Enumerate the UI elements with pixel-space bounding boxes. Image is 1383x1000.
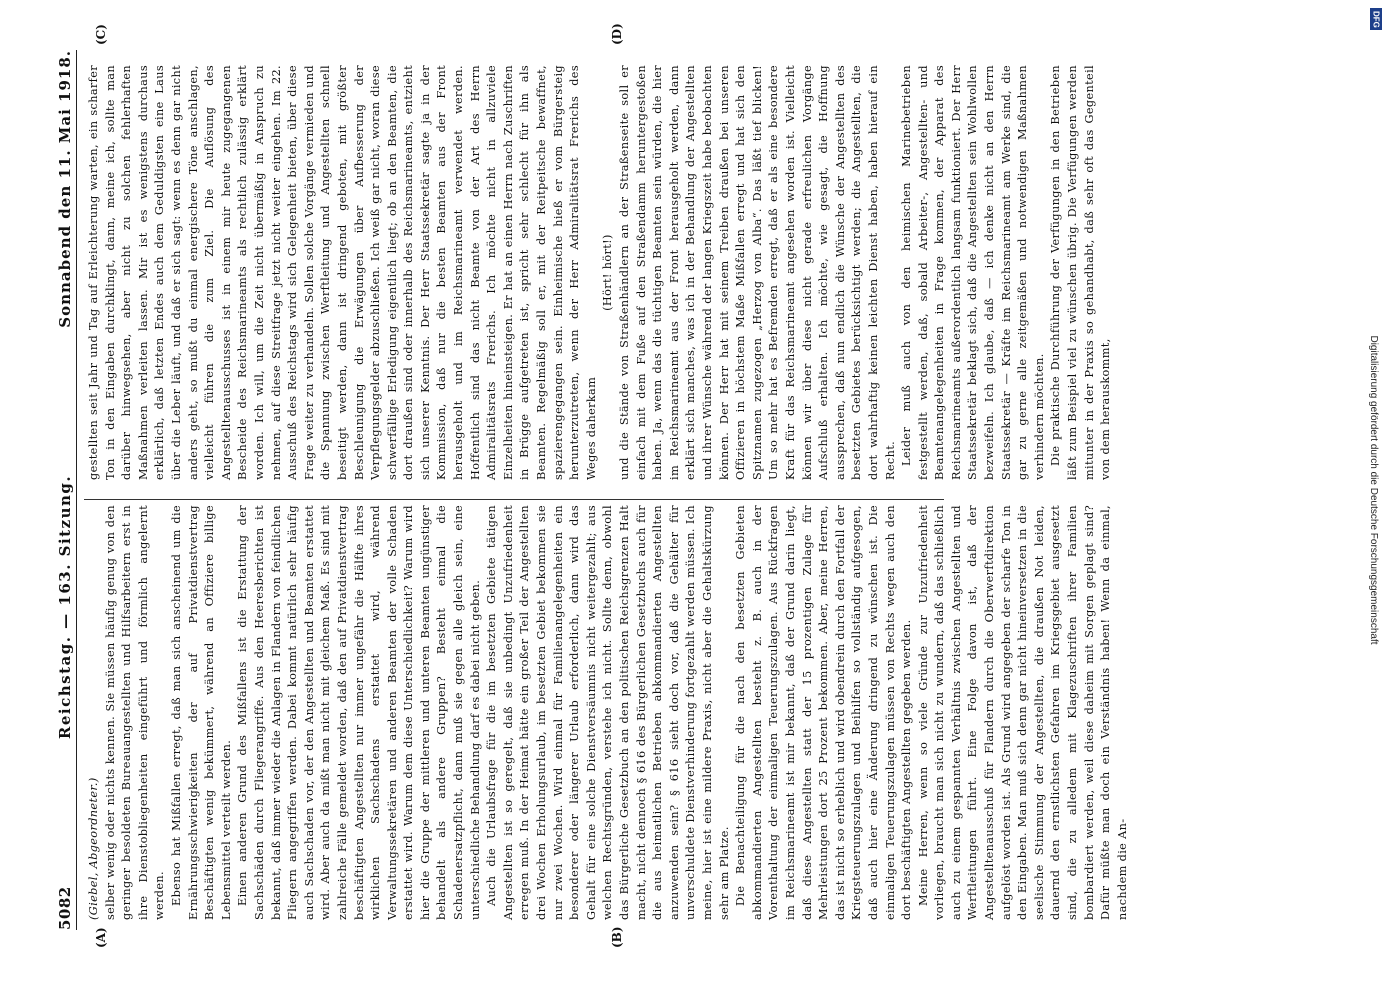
margin-marker-a: (A) [94,927,108,948]
left-column [86,505,1131,920]
credit-text: Digitalisierung gefördert durch die Deutsche Forschungsgemeinschaft [1368,335,1379,645]
paragraph: Einen anderen Grund des Mißfallens ist die Erstattung der Sachschäden durch Fliegerangriffe. Aus den Heeresberichten ist bekannt, daß immer wieder die Anlagen in Flandern von feindlichen Fliegern angegriffen werden. Dabei kommt natürlich sehr häufig auch Sachschaden vor, der den Angestellten und Beamten erstattet wird. Aber auch da mißt man nicht mit gleichem Maß. Es sind mit zahlreiche Fälle gemeldet worden, daß den auf Privatdienstvertrag beschäftigten Angestellten nur immer ungefähr die Hälfte ihres wirklichen Sachschadens erstattet wird, während Verwaltungssekretären und anderen Beamten der volle Schaden erstattet wird. Warum dem diese Unterschiedlichkeit? Warum wird hier die Gruppe der mittleren und unteren Beamten ungünstiger behandelt als andere Gruppen? Besteht einmal die Schadenersatzpflicht, dann muß sie gegen alle gleich sein, eine unterschiedliche Behandlung darf es dabei nicht geben. [236,505,482,920]
paragraph: Auch die Urlaubsfrage für die im besetzten Gebiete tätigen Angestellten ist so geregelt, daß sie unbedingt Unzufriedenheit erregen muß. In der Heimat hätte ein großer Teil der Angestellten drei Wochen Erholungsurlaub, im besetzten Gebiet bekommen sie nur zwei Wochen. Wird einmal für Familienangelegenheiten ein besonderer oder längerer Urlaub erforderlich, dann wird das Gehalt für eine solche Dienstversäumnis nicht weitergezahlt; aus welchen Rechtsgründen, verstehe ich nicht. Sollte denn, obwohl das Bürgerliche Gesetzbuch an den politischen Reichsgrenzen Halt macht, nicht dennoch § 616 des Bürgerlichen Gesetzbuchs auch für die aus heimatlichen Betrieben abkommandierten Angestellten anzuwenden sein? § 616 sieht doch vor, daß die Gehälter für unverschuldete Dienstverhinderung fortgezahlt werden müssen. Ich meine, hier ist eine mildere Praxis, nicht aber die Gehaltskürzung sehr am Platze. [485,505,731,920]
digitization-credit [1366,30,1380,950]
paragraph: Die Benachteiligung für die nach den besetzten Gebieten abkommandierten Angestellten besteht z. B. auch in der Vorenthaltung der einmaligen Teuerungszulagen. Aus Rückfragen im Reichsmarineamt ist mir bekannt, daß der Grund darin liegt, daß diese Angestellten statt der 15 prozentigen Zulage für Mehrleistungen dort 25 Prozent bekommen. Aber, meine Herren, das ist nicht so erheblich und wird obendrein durch den Fortfall der Kriegsteuerungszulagen und Beihilfen so vollständig aufgesogen, daß auch hier eine Änderung dringend zu wünschen ist. Die einmaligen Teuerungszulagen müssen von Rechts wegen auch den dort beschäftigten Angestellten gegeben werden. [734,505,914,920]
paragraph: selber wenig oder nichts kennen. Sie müssen häufig genug von den geringer besoldeten Bureauangestellten und Hilfsarbeitern erst in ihre Dienstobliegenheiten eingeführt und förmlich angelernt werden. [103,505,167,920]
margin-marker-d: (D) [610,23,624,45]
session-title: Reichstag. — 163. Sitzung. [56,474,74,740]
page-header [50,50,74,930]
paragraph: und die Stände von Straßenhändlern an der Straßenseite soll er einfach mit dem Fuße auf den Straßendamm heruntergestoßen haben. Ja, wenn das die tüchtigen Beamten sein würden, die hier im Reichsmarineamt aus der Front herausgeholt werden, dann erklärt sich manches, was ich in der Behandlung der Angestellten und ihrer Wünsche während der langen Kriegszeit habe beobachten können. Der Herr hat mit seinem Treiben draußen bei unseren Offizieren in höchstem Maße Mißfallen erregt und hat sich den Spitznamen zugezogen „Herzog von Alba“. Das läßt tief blicken! Um so mehr hat es Befremden erregt, daß er als eine besondere Kraft für das Reichsmarineamt angesehen worden ist. Vielleicht können wir über diese nicht gerade erfreulichen Vorgänge Aufschluß erhalten. Ich möchte, wie gesagt, die Hoffnung aussprechen, daß nun endlich die Wünsche der Angestellten des besetzten Gebietes berücksichtigt werden; die Angestellten, die dort wahrhaftig keinen leichten Dienst haben, haben hierauf ein Recht. [618,65,897,480]
margin-marker-b: (B) [610,926,624,948]
column-rule [84,499,944,500]
paragraph: Ebenso hat Mißfallen erregt, daß man sich anscheinend um die Ernährungsschwierigkeiten der auf Privatdienstvertrag Beschäftigten wenig bekümmert, während an Offiziere billige Lebensmittel verteilt werden. [169,505,233,920]
paragraph: Leider muß auch von den heimischen Marinebetrieben festgestellt werden, daß, sobald Arbeiter-, Angestellten- und Beamtenangelegenheiten in Frage kommen, der Apparat des Reichsmarineamts außerordentlich langsam funktioniert. Der Herr Staatssekretär beklagt sich, daß die Angestellten sein Wohlwollen bezweifeln. Ich glaube, daß — ich denke nicht an den Herrn Staatssekretär — Kräfte im Reichsmarineamt am Werke sind, die gar zu gerne alle zeitgemäßen und notwendigen Maßnahmen verhindern möchten. [900,65,1046,480]
margin-marker-c: (C) [94,24,108,45]
paragraph: Meine Herren, wenn so viele Gründe zur Unzufriedenheit vorliegen, braucht man sich nicht zu wundern, daß das schließlich auch zu einem gespannten Verhältnis zwischen Angestellten und Werftleitungen führt. Eine Folge davon ist, daß der Angestelltenausschuß für Flandern durch die Oberwerftdirektion aufgelöst worden ist. Als Grund wird angegeben der scharfe Ton in den Eingaben. Man muß sich denn gar nicht hineinversetzen in die seelische Stimmung der Angestellten, die draußen Not leiden, dauernd den ernstlichsten Gefahren im Kriegsgebiet ausgesetzt sind, die zu alledem mit Klagezuschriften ihrer Familien bombardiert werden, weil diese daheim mit Sorgen geplagt sind? Dafür müßte man doch ein Verständnis haben! Wenn da einmal, nachdem die An- [916,505,1129,920]
dfg-logo: DFG [1370,8,1382,30]
session-date: Sonnabend den 11. Mai 1918. [56,50,74,328]
paragraph: Die praktische Durchführung der Verfügungen in den Betrieben läßt zum Beispiel viel zu wünschen übrig. Die Verfügungen werden mitunter in der Praxis so gehandhabt, daß sehr oft das Gegenteil von dem herauskommt, [1049,65,1113,480]
right-column [86,65,1115,480]
header-rule [76,50,77,930]
speaker-line: (Giebel, Abgeordneter.) [87,777,100,920]
page-number: 5082 [56,886,74,930]
interjection: (Hört! hört!) [601,234,615,311]
paragraph: gestellten seit Jahr und Tag auf Erleichterung warten, ein scharfer Ton in den Eingaben durchklingt, dann, meine ich, sollte man darüber hinwegsehen, aber nicht zu solchen fehlerhaften Maßnahmen verleiten lassen. Mir ist es wenigstens durchaus erklärlich, daß letzten Endes auch dem Geduldigsten eine Laus über die Leber läuft, und daß er sich sagt: wenn es denn gar nicht anders geht, so mußt du einmal energischere Töne anschlagen, vielleicht führen die zum Ziel. Die Auflösung des Angestelltenausschusses ist in einem mir heute zugegangenen Bescheide des Reichsmarineamts als rechtlich zulässig erklärt worden. Ich will, um die Zeit nicht übermäßig in Anspruch zu nehmen, auf diese Streitfrage jetzt nicht weiter eingehen. Im 22. Ausschuß des Reichstags wird sich Gelegenheit bieten, über diese Frage weiter zu verhandeln. Sollen solche Vorgänge vermieden und die Spannung zwischen Werftleitung und Angestellten schnell beseitigt werden, dann ist dringend geboten, mit größter Beschleunigung die Erwägungen über Aufbesserung der Verpflegungsgelder abzuschließen. Ich weiß gar nicht, woran diese schwerfällige Erledigung eigentlich liegt; ob an den Beamten, die dort draußen sind oder innerhalb des Reichsmarineamts, entzieht sich unserer Kenntnis. Der Herr Staatssekretär sagte ja in der Kommission, daß nur die besten Beamten aus der Front herausgeholt und im Reichsmarineamt verwendet werden. Hoffentlich sind das nicht Beamte von der Art des Herrn Admiralitätsrats Frerichs. Ich möchte nicht in allzuviele Einzelheiten hineinsteigen. Er hat an einen Herrn nach Zuschriften in Brügge aufgetreten ist, spricht sehr schlecht für ihn als Beamten. Regelmäßig soll er, mit der Reitpeitsche bewaffnet, spazierengegangen sein. Einheimische hieß er vom Bürgersteig herunterzutreten, wenn der Herr Admiralitätsrat Frerichs des Weges daherkam [87,65,598,480]
